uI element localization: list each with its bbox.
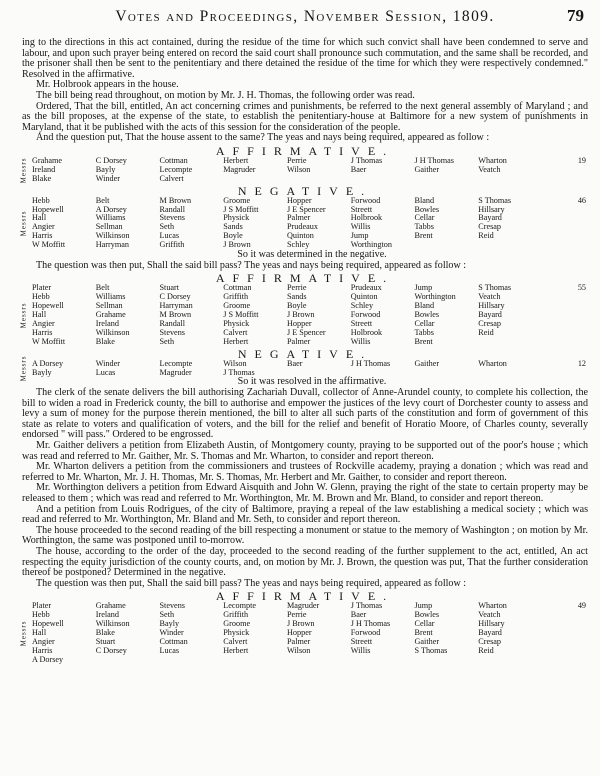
running-header	[22, 6, 588, 38]
name-column: Cottman Griffith Groome J S Moffitt Physick Calvert Herbert	[223, 283, 259, 346]
messrs-label: Messrs	[19, 355, 28, 382]
negative-heading: NEGATIVE.	[237, 183, 373, 198]
name-column: S Thomas Veatch Hillsary Bayard Cresap Reid	[478, 283, 512, 337]
name-column: Belt A Dorsey Williams Sellman Wilkinson Harryman	[95, 195, 130, 250]
name-column: A Dorsey Bayly	[32, 358, 64, 377]
vote-block	[19, 601, 588, 664]
paragraph: Mr. Worthington delivers a petition from Edward Aisquith and John W. Glenn, praying the right of the state to certain property may be released to them ; which was read and referred to Mr. Worthington, Mr. M. Brown and Mr. Bland, to consider and report thereon.	[22, 482, 588, 504]
name-column: C Dorsey Bayly Winder	[95, 155, 127, 183]
vote-count: 55	[577, 283, 586, 293]
name-column: Grahame Ireland Wilkinson Blake Stuart C Dorsey	[95, 601, 130, 655]
paragraph: The bill being read throughout, on motion by Mr. J. H. Thomas, the following order was read.	[36, 89, 415, 101]
paragraph: The clerk of the senate delivers the bill authorising Zachariah Duvall, collector of Anne-Arundel county, to complete his collection, the bill to widen a road in Frederick county, the bill to authorise and empower the justices of the levy court of Dorchester county to assess and levy a sum of money for the purpose therein mentioned, the bill to alter all such parts of the constitution and form of government of this state as relate to voters and qualification of voters, and the bill for the relief and benefit of Horatio Moore, of Charles county, severally endorsed " will pass." Ordered to be engrossed.	[22, 387, 588, 441]
affirmative-heading: AFFIRMATIVE.	[215, 589, 395, 604]
name-column: Wilson J Thomas	[223, 358, 255, 377]
name-column: Hebb Hopewell Hall Angier Harris W Moffitt	[32, 195, 66, 250]
vote-count: 46	[577, 195, 586, 205]
vote-count: 49	[577, 601, 586, 611]
name-column: Lecompte Griffith Groome Physick Calvert Herbert	[223, 601, 256, 655]
affirmative-heading: AFFIRMATIVE.	[215, 271, 395, 286]
paragraph: So it was determined in the negative.	[237, 249, 387, 261]
name-column: Stevens Seth Bayly Winder Cottman Lucas	[159, 601, 188, 655]
paragraph: Mr. Holbrook appears in the house.	[36, 79, 179, 91]
name-column: Baer	[287, 358, 303, 368]
name-column: M Brown Randall Stevens Seth Lucas Griffith	[159, 195, 192, 250]
name-column: Wharton Veatch	[478, 155, 507, 174]
paragraph: And a petition from Louis Rodrigues, of the city of Baltimore, praying a repeal of the law establishing a medical society ; which was read and referred to Mr. Worthington, Mr. Bland and Mr. Seth, to consider and report thereon.	[22, 503, 588, 526]
paragraph: And the question put, That the house assent to the same? The yeas and nays being required, appeared as follow :	[36, 132, 490, 144]
name-column: Grahame Ireland Blake	[32, 155, 63, 183]
messrs-label: Messrs	[19, 210, 28, 237]
header-title: Votes and Proceedings, November Session, 1809.	[115, 8, 495, 25]
name-column: Perrie Wilson	[287, 155, 311, 174]
name-column: Jump Bowles Cellar Brent Gaither S Thomas	[414, 601, 448, 655]
name-column: Belt Williams Sellman Grahame Ireland Wilkinson Blake	[95, 283, 130, 346]
name-column: Hopper J E Spencer Palmer Prudeaux Quinton Schley	[287, 195, 326, 250]
vote-block	[19, 195, 588, 250]
page-number: 79	[567, 6, 584, 25]
paragraph: ing to the directions in this act contained, during the residue of the time for which such convict shall have been condemned to serve and labour, and upon such prayer being entered on record the said court shall pronounce such commutation, and the same shall be recorded, and the prisoner shall then be sent to the penitentiary and there detained the residue of the time for which they were respectively condemned." Resolved in the affirmative.	[22, 37, 588, 80]
paragraph: The house, according to the order of the day, proceeded to the second reading of the further supplement to the act, entitled, An act respecting the equity jurisdiction of the county courts, and, on motion by Mr. J. Brown, the question was put, That the further consideration thereof be postponed? Determined in the negative.	[22, 545, 588, 579]
messrs-label: Messrs	[19, 302, 28, 329]
name-column: Cottman Lecompte Calvert	[159, 155, 193, 183]
name-column: J Thomas Baer	[350, 155, 383, 174]
name-column: Groome J S Moffitt Physick Sands Boyle J Brown	[223, 195, 259, 250]
paragraph: The question was then put, Shall the said bill pass? The yeas and nays being required, appeared as follow :	[36, 577, 467, 589]
messrs-label: Messrs	[19, 157, 28, 184]
name-column: J H Thomas	[350, 358, 391, 368]
paragraph: The house proceeded to the second reading of the bill respecting a monument or statue to the memory of Washington ; on motion by Mr. Worthington, the same was postponed until to-morrow.	[22, 524, 588, 547]
name-column: J H Thomas Gaither	[414, 155, 454, 174]
name-column: Stuart C Dorsey Harryman M Brown Randall Stevens Seth	[159, 283, 193, 346]
name-column: Bland Bowles Cellar Tabbs Brent	[414, 195, 440, 241]
name-column: Gaither	[414, 358, 440, 368]
name-column: Forwood Streett Holbrook Willis Jump Worthington	[350, 195, 392, 250]
name-column: Herbert Magruder	[223, 155, 256, 174]
paragraph: Mr. Wharton delivers a petition from the commissioners and trustees of Rockville academy, praying a donation ; which was read and referred to Mr. Wharton, Mr. J. H. Thomas, Mr. S. Thomas, Mr. Herbert and Mr. Gaither, to consider and report thereon.	[22, 461, 588, 483]
name-column: Magruder Perrie J Brown Hopper Palmer Wilson	[287, 601, 320, 655]
vote-count: 12	[577, 358, 586, 368]
name-column: Wharton	[478, 358, 507, 368]
paragraph: The question was then put, Shall the said bill pass? The yeas and nays being required, appeared as follow :	[36, 259, 467, 271]
name-column: J Thomas Baer J H Thomas Forwood Streett Willis	[350, 601, 391, 655]
name-column: Lecompte Magruder	[159, 358, 193, 377]
paragraph: Ordered, That the bill, entitled, An act concerning crimes and punishments, be referred to the next general assembly of Maryland ; and as the bill proposes, at the expense of the state, to establish the penitentiary-house at Baltimore for a new system of punishments in Maryland, that it be published with the acts of this session for the consideration of the people.	[22, 100, 588, 133]
vote-count: 19	[577, 155, 586, 165]
paragraph: So it was resolved in the affirmative.	[237, 376, 387, 388]
messrs-label: Messrs	[19, 620, 28, 647]
vote-block	[19, 155, 588, 184]
name-column: Plater Hebb Hopewell Hall Angier Harris W Moffitt	[32, 283, 66, 346]
name-column: Wharton Veatch Hillsary Bayard Cresap Reid	[478, 601, 507, 655]
paragraph: Mr. Gaither delivers a petition from Elizabeth Austin, of Montgomery county, praying to be supported out of the poor's house ; which was read and referred to Mr. Gaither, Mr. S. Thomas and Mr. Wharton, to consider and report thereon.	[22, 440, 588, 462]
negative-heading: NEGATIVE.	[237, 346, 373, 361]
vote-block	[19, 283, 588, 346]
name-column: Jump Worthington Bland Bowles Cellar Tabbs Brent	[414, 283, 456, 346]
affirmative-heading: AFFIRMATIVE.	[215, 143, 395, 158]
name-column: Prudeaux Quinton Schley Forwood Streett Holbrook Willis	[350, 283, 383, 346]
name-column: S Thomas Hillsary Bayard Cresap Reid	[478, 195, 512, 241]
name-column: Perrie Sands Boyle J Brown Hopper J E Spencer Palmer	[287, 283, 326, 346]
name-column: Winder Lucas	[95, 358, 120, 377]
name-column: Plater Hebb Hopewell Hall Angier Harris A Dorsey	[32, 601, 64, 664]
